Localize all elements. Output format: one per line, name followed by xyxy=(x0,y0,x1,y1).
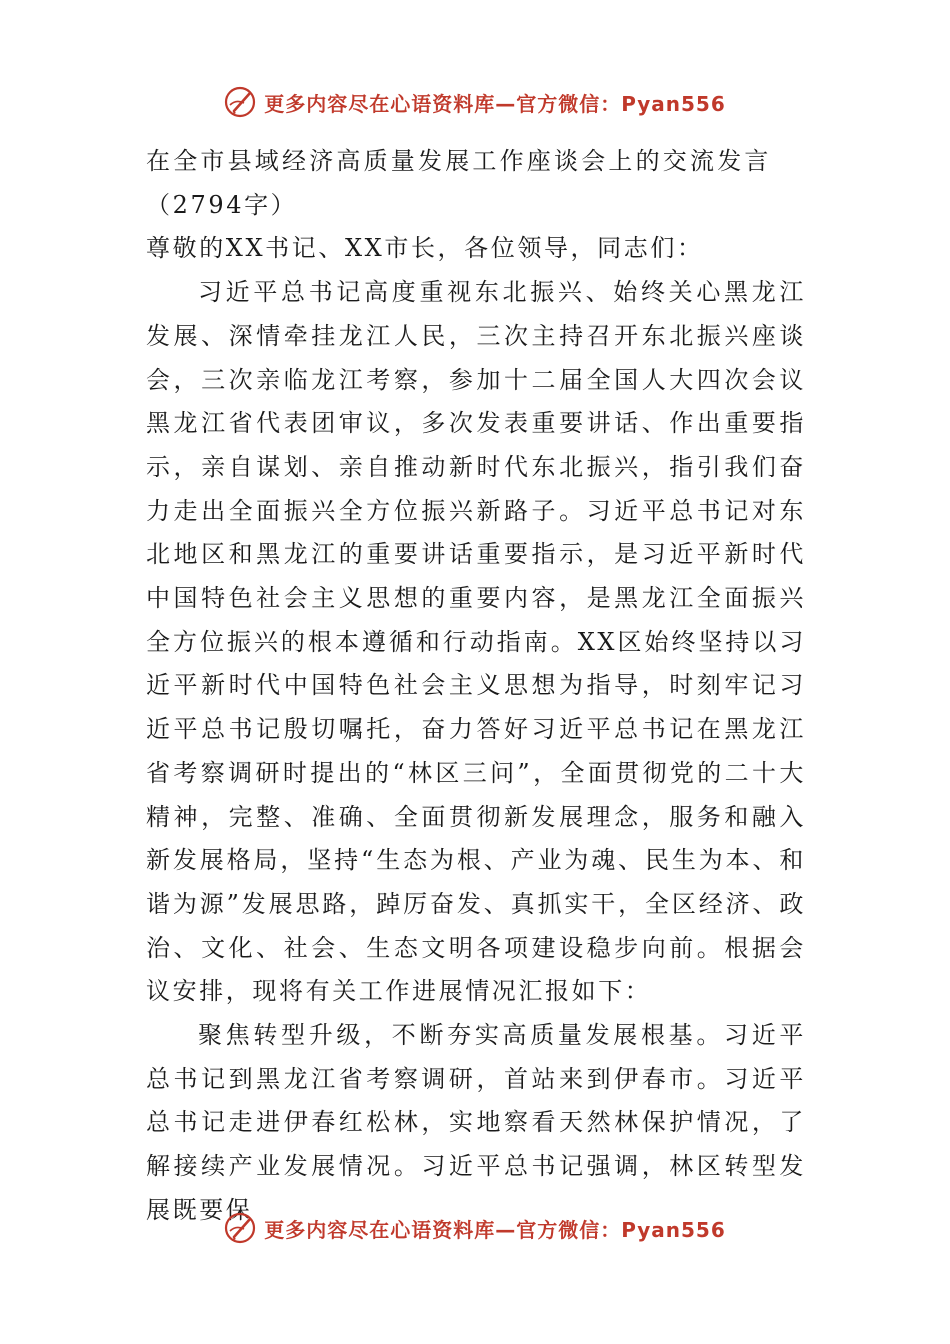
word-count: （2794字） xyxy=(146,190,298,219)
watermark-text: 更多内容尽在心语资料库—官方微信：Pyan556 xyxy=(264,1217,726,1242)
watermark-header xyxy=(0,82,950,122)
paragraph-2: 聚焦转型升级，不断夯实高质量发展根基。习近平总书记到黑龙江省考察调研，首站来到伊春市。习近平总书记走进伊春红松林，实地察看天然林保护情况，了解接续产业发展情况。习近平总书记强调，林区转型发展既要保 xyxy=(146,1021,806,1224)
document-title: 在全市县域经济高质量发展工作座谈会上的交流发言 xyxy=(146,147,772,175)
pen-logo-icon xyxy=(224,1211,258,1245)
watermark-footer xyxy=(0,1208,950,1248)
paragraph-1: 习近平总书记高度重视东北振兴、始终关心黑龙江发展、深情牵挂龙江人民，三次主持召开东北振兴座谈会，三次亲临龙江考察，参加十二届全国人大四次会议黑龙江省代表团审议，多次发表重要讲话、作出重要指示，亲自谋划、亲自推动新时代东北振兴，指引我们奋力走出全面振兴全方位振兴新路子。习近平总书记对东北地区和黑龙江的重要讲话重要指示，是习近平新时代中国特色社会主义思想的重要内容，是黑龙江全面振兴全方位振兴的根本遵循和行动指南。XX区始终坚持以习近平新时代中国特色社会主义思想为指导，时刻牢记习近平总书记殷切嘱托，奋力答好习近平总书记在黑龙江省考察调研时提出的“林区三问”，全面贯彻党的二十大精神，完整、准确、全面贯彻新发展理念，服务和融入新发展格局，坚持“生态为根、产业为魂、民生为本、和谐为源”发展思路，踔厉奋发、真抓实干，全区经济、政治、文化、社会、生态文明各项建设稳步向前。根据会议安排，现将有关工作进展情况汇报如下： xyxy=(146,278,806,1006)
document-body xyxy=(146,140,806,1233)
watermark-text: 更多内容尽在心语资料库—官方微信：Pyan556 xyxy=(264,91,726,116)
pen-logo-icon xyxy=(224,85,258,119)
salutation: 尊敬的XX书记、XX市长，各位领导，同志们： xyxy=(146,234,704,263)
